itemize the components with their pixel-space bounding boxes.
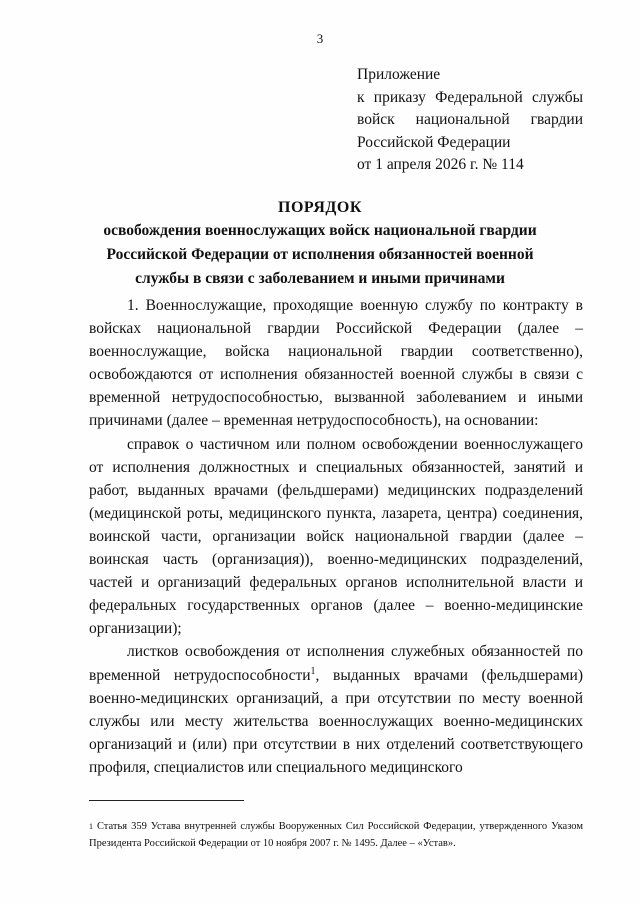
paragraph-3-end: , выданных врачами (фельдшерами) военно-медицинских организаций, а при отсутствии по месту военной службы или месту жительства военнослужащих военно-медицинских организаций и (или) при отсутствии в них отделений соответствующего профиля, специалистов или специального медицинского bbox=[89, 666, 583, 776]
appendix-line: к приказу Федеральной службы bbox=[357, 88, 583, 106]
document-subtitle: освобождения военнослужащих войск национальной гвардии Российской Федерации от исполнения обязанностей военной службы в связи с заболеванием и иными причинами bbox=[103, 222, 537, 287]
footnote-text: Статья 359 Устава внутренней службы Вооруженных Сил Российской Федерации, утвержденного Указом Президента Российской Федерации от 10 ноября 2007 г. № 1495. Далее – «Устав». bbox=[89, 821, 583, 849]
footnote-reference[interactable]: 1 bbox=[310, 665, 316, 677]
paragraph-2: справок о частичном или полном освобождении военнослужащего от исполнения должностных и специальных обязанностей, занятий и работ, выданных врачами (фельдшерами) медицинских подразделений (медицинской роты, медицинского пункта, лазарета, центра) соединения, воинской части, организации войск национальной гвардии (далее – воинская часть (организация)), военно-медицинских подразделений, частей и организаций федеральных органов исполнительной власти и федеральных государственных органов (далее – военно-медицинские организации); bbox=[89, 435, 583, 638]
appendix-line: Российской Федерации bbox=[357, 133, 511, 151]
footnote-divider bbox=[89, 800, 244, 801]
footnote bbox=[89, 818, 583, 852]
paragraph-3-start: листков освобождения от исполнения служебных обязанностей по временной нетрудоспособности bbox=[89, 643, 583, 684]
appendix-date: от 1 апреля 2026 г. № 114 bbox=[357, 156, 524, 174]
footnote-mark: 1 bbox=[89, 822, 93, 831]
document-body bbox=[89, 294, 583, 779]
appendix-block bbox=[357, 64, 583, 177]
paragraph-3 bbox=[89, 640, 583, 779]
appendix-line: Приложение bbox=[357, 66, 441, 83]
appendix-line: войск национальной гвардии bbox=[357, 111, 583, 129]
document-heading: ПОРЯДОК bbox=[278, 199, 362, 216]
paragraph-1: 1. Военнослужащие, проходящие военную службу по контракту в войсках национальной гвардии Российской Федерации (далее – военнослужащие, войска национальной гвардии соответственно), освобождаются от исполнения обязанностей военной службы в связи с временной нетрудоспособностью, вызванной заболеванием и иными причинами (далее – временная нетрудоспособность), на основании: bbox=[89, 297, 583, 430]
page-number: 3 bbox=[316, 31, 324, 46]
